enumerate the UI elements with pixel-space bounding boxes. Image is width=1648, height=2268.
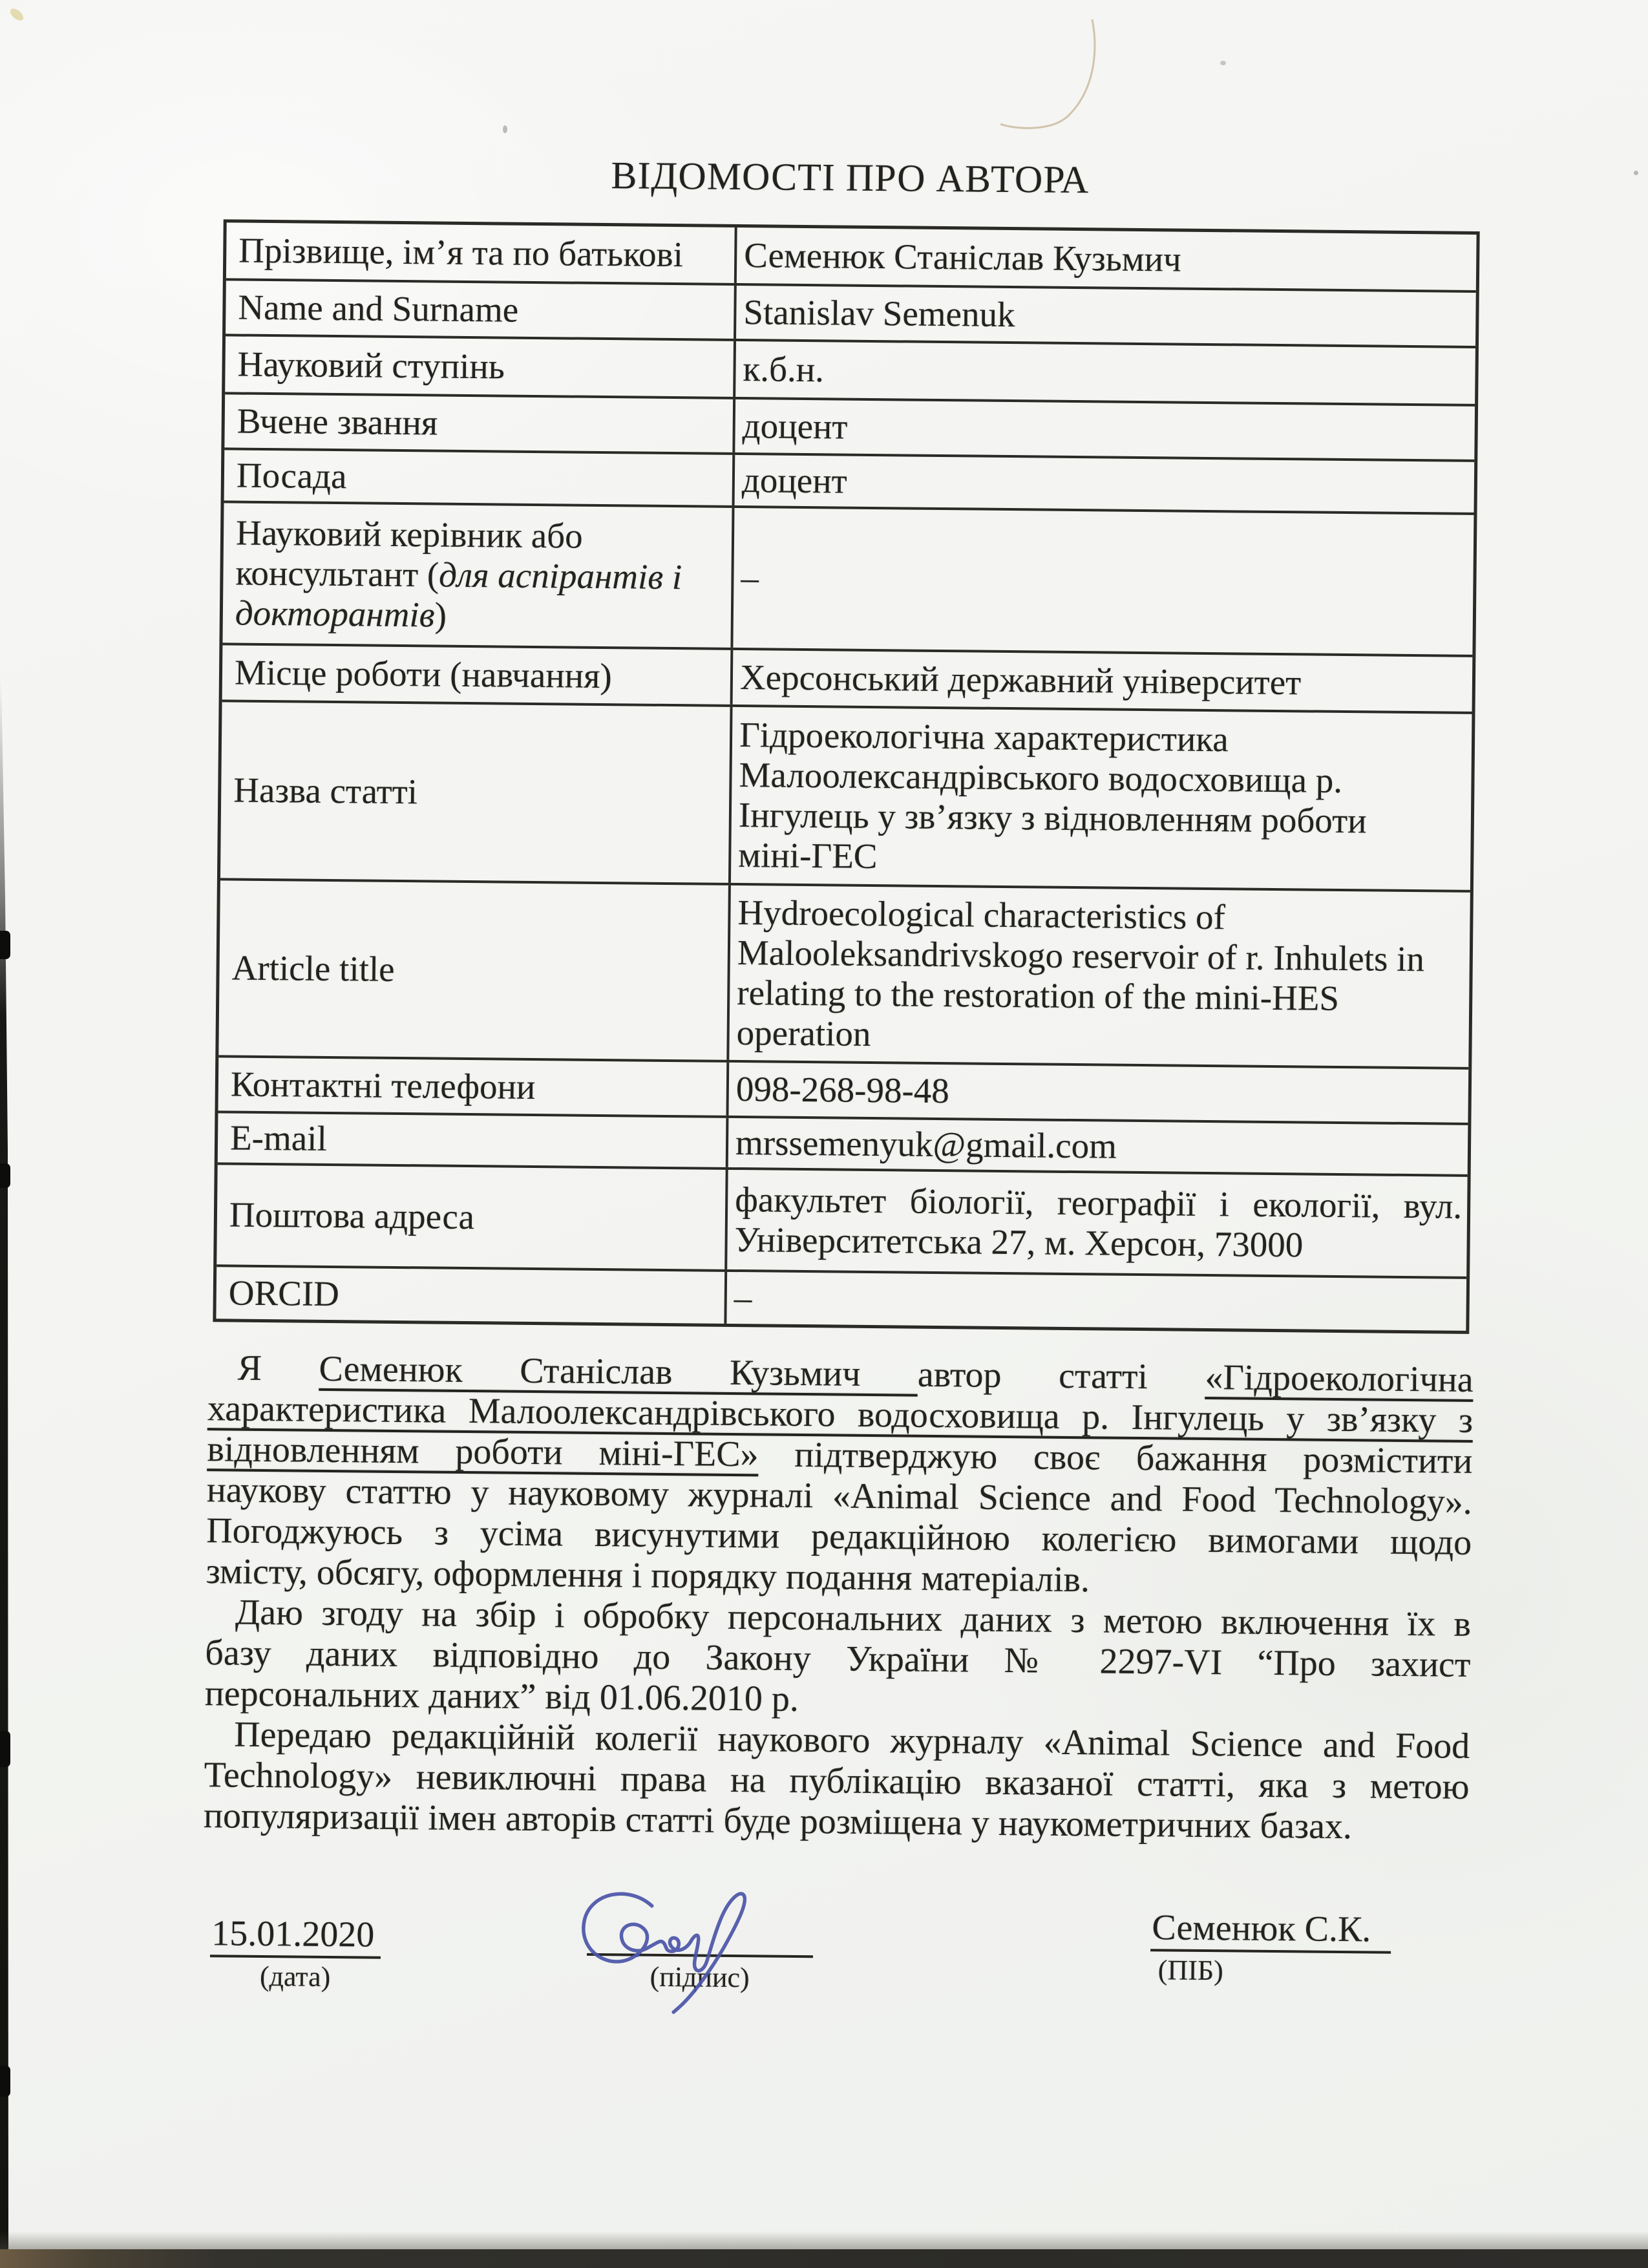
declaration-text bbox=[204, 1348, 1474, 1849]
row-label bbox=[222, 503, 734, 648]
underlined-text: «Гідроекологічна bbox=[1205, 1357, 1474, 1400]
row-label: Article title bbox=[218, 880, 731, 1060]
text-segment: підтверджую своє бажання розмістити bbox=[758, 1434, 1473, 1481]
text-segment: факультет біології, географії і екології, вул. bbox=[734, 1180, 1463, 1226]
scan-speck bbox=[503, 125, 507, 133]
signature-caption: (підпис) bbox=[650, 1960, 750, 1994]
row-label: ORCID bbox=[216, 1267, 727, 1324]
scanner-edge-mark bbox=[0, 931, 10, 959]
row-value: mrssemenyuk@gmail.com bbox=[735, 1123, 1117, 1166]
scan-speck bbox=[1220, 61, 1226, 65]
row-value: 098-268-98-48 bbox=[735, 1069, 950, 1111]
name-caption: (ПІБ) bbox=[1157, 1954, 1224, 1987]
declaration-paragraph-1 bbox=[206, 1348, 1474, 1604]
page-title: ВІДОМОСТІ ПРО АВТОРА bbox=[611, 154, 1090, 202]
row-label: Контактні телефони bbox=[218, 1057, 730, 1116]
signature-name-block bbox=[1150, 1909, 1391, 1988]
row-label: Name and Surname bbox=[226, 281, 737, 339]
underlined-text: характеристика Малоолександрівського водосховища р. Інгулець у зв’язку з bbox=[207, 1388, 1474, 1441]
signer-name: Семенюк С.К. bbox=[1150, 1909, 1391, 1954]
scanner-edge-mark bbox=[0, 2066, 10, 2097]
signature-date-block bbox=[209, 1914, 381, 1993]
table-row-supervisor bbox=[222, 503, 1474, 657]
declaration-paragraph-2 bbox=[205, 1592, 1472, 1726]
row-label: Поштова адреса bbox=[217, 1165, 728, 1269]
text-segment: персональних даних” від 01.06.2010 р. bbox=[204, 1673, 799, 1719]
text-line bbox=[735, 1180, 1463, 1227]
table-row-article-title-en bbox=[218, 880, 1470, 1070]
text-segment: автор статті bbox=[917, 1354, 1205, 1397]
date-value: 15.01.2020 bbox=[210, 1914, 381, 1959]
row-label: Місце роботи (навчання) bbox=[222, 645, 734, 705]
row-label: Вчене звання bbox=[224, 394, 735, 452]
text-segment: Передаю редакційній колегії наукового журналу «Animal Science and Food bbox=[233, 1714, 1470, 1766]
text-line bbox=[734, 1220, 1462, 1267]
table-row-article-title-ua bbox=[220, 702, 1472, 893]
text-segment: Погоджуюсь з усіма висунутими редакційною колегією вимогами щодо bbox=[206, 1510, 1472, 1563]
text-segment: Даю згоду на збір і обробку персональних даних з метою включення їх в bbox=[235, 1592, 1472, 1644]
text-segment: наукову статтю у науковому журналі «Animal Science and Food Technology». bbox=[206, 1470, 1473, 1522]
scanner-edge-mark bbox=[0, 1163, 10, 1188]
text-segment: Університетська 27, м. Херсон, 73000 bbox=[734, 1220, 1304, 1265]
text-segment: базу даних відповідно до Закону України № 2297-VI “Про захист bbox=[205, 1633, 1471, 1685]
row-value: доцент bbox=[742, 406, 848, 447]
row-value: доцент bbox=[741, 460, 848, 501]
row-label: Назва статті bbox=[220, 702, 733, 883]
address-lines bbox=[734, 1180, 1462, 1267]
declaration-paragraph-3 bbox=[204, 1714, 1470, 1849]
row-value: Семенюк Станіслав Кузьмич bbox=[743, 235, 1182, 279]
signature-ink-dot bbox=[635, 1953, 639, 1957]
row-label: Посада bbox=[224, 450, 735, 505]
text-segment: Technology» невиключні права на публікацію вказаної статті, яка з метою bbox=[204, 1755, 1470, 1807]
text-segment: змісту, обсягу, оформлення і порядку подання матеріалів. bbox=[206, 1551, 1090, 1600]
row-value: Stanislav Semenuk bbox=[743, 292, 1015, 335]
date-caption: (дата) bbox=[259, 1960, 331, 1993]
row-value: Херсонський державний університет bbox=[739, 657, 1302, 703]
scan-speck bbox=[1634, 171, 1638, 175]
handwritten-signature bbox=[575, 1877, 757, 2018]
text-segment: популяризації імен авторів статті буде розміщена у наукометричних базах. bbox=[203, 1796, 1353, 1847]
scanner-edge-bottom bbox=[0, 2249, 1648, 2268]
row-label: Науковий ступінь bbox=[225, 336, 736, 397]
page-bottom-shadow bbox=[0, 2231, 1648, 2251]
row-value bbox=[727, 1170, 1467, 1277]
scanner-edge-mark bbox=[0, 1731, 10, 1767]
row-value: – bbox=[741, 558, 759, 598]
row-label: E-mail bbox=[218, 1113, 729, 1167]
row-value: – bbox=[734, 1277, 752, 1318]
row-label-text bbox=[235, 513, 683, 638]
row-value: Гідроекологічна характеристика Малоолександрівського водосховища р. Інгулець у зв’язку з відновленням роботи міні-ГЕС bbox=[738, 715, 1367, 876]
label-italic-part: для аспірантів і докторантів bbox=[235, 555, 682, 635]
author-info-table bbox=[213, 219, 1479, 1334]
underlined-text: відновленням роботи міні-ГЕС» bbox=[207, 1429, 759, 1475]
label-part: Науковий керівник або консультант ( bbox=[235, 513, 583, 595]
row-value: Hydroecological characteristics of Malooleksandrivskogo reservoir of r. Inhulets in relating to the restoration of the mini-HES operation bbox=[736, 893, 1425, 1054]
paper-hair-artifact bbox=[995, 14, 1105, 137]
row-value: к.б.н. bbox=[743, 349, 825, 390]
label-part: ) bbox=[434, 595, 447, 635]
underlined-text: Семенюк Станіслав Кузьмич bbox=[319, 1348, 918, 1395]
table-row-postal-address bbox=[217, 1165, 1467, 1279]
text-segment: Я bbox=[237, 1348, 319, 1389]
row-label: Прізвище, ім’я та по батькові bbox=[226, 222, 737, 283]
